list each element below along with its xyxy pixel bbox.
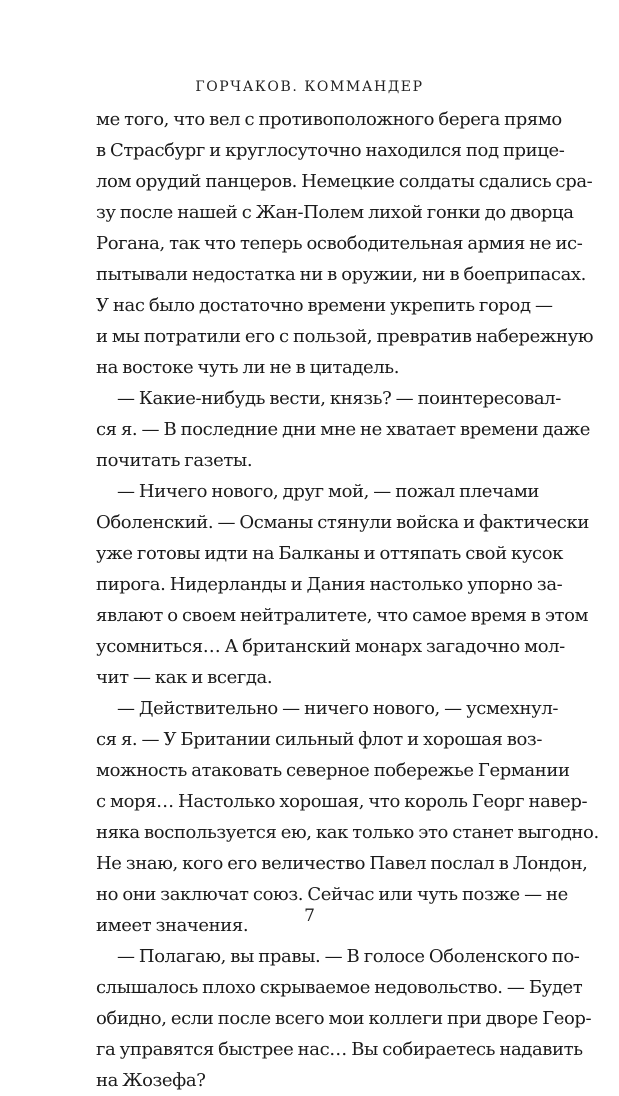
text-line: Оболенский. — Османы стянули войска и фактически xyxy=(96,512,589,533)
text-line: явлают о своем нейтралитете, что самое время в этом xyxy=(96,605,589,626)
text-line: почитать газеты. xyxy=(96,450,253,471)
paragraph-start-line: — Действительно — ничего нового, — усмехнул- xyxy=(117,698,559,719)
text-line: Не знаю, кого его величество Павел послал в Лондон, xyxy=(96,853,588,874)
text-line: с моря… Настолько хорошая, что король Георг навер- xyxy=(96,791,588,812)
text-line: на Жозефа? xyxy=(96,1070,206,1091)
text-line: имеет значения. xyxy=(96,915,249,936)
text-line: на востоке чуть ли не в цитадель. xyxy=(96,357,400,378)
text-line: У нас было достаточно времени укрепить город — xyxy=(96,295,553,316)
text-line: га управятся быстрее нас… Вы собираетесь надавить xyxy=(96,1039,583,1060)
text-line: можность атаковать северное побережье Германии xyxy=(96,760,570,781)
text-line: усомниться… А британский монарх загадочно мол- xyxy=(96,636,565,657)
body-text xyxy=(96,104,599,1096)
text-line: ся я. — В последние дни мне не хватает времени даже xyxy=(96,419,590,440)
running-header: ГОРЧАКОВ. КОММАНДЕР xyxy=(195,79,424,95)
paragraph-start-line: — Полагаю, вы правы. — В голосе Оболенского по- xyxy=(117,946,580,967)
text-line: и мы потратили его с пользой, превратив набережную xyxy=(96,326,594,347)
text-line: ся я. — У Британии сильный флот и хорошая воз- xyxy=(96,729,543,750)
text-line: но они заключат союз. Сейчас или чуть позже — не xyxy=(96,884,568,905)
text-line: в Страсбург и круглосуточно находился под прице- xyxy=(96,140,565,161)
text-line: пирога. Нидерланды и Дания настолько упорно за- xyxy=(96,574,563,595)
text-line: зу после нашей с Жан-Полем лихой гонки до дворца xyxy=(96,202,574,223)
text-line: чит — как и всегда. xyxy=(96,667,273,688)
text-line: слышалось плохо скрываемое недовольство. — Будет xyxy=(96,977,583,998)
text-line: няка воспользуется ею, как только это станет выгодно. xyxy=(96,822,599,843)
text-line: обидно, если после всего мои коллеги при дворе Геор- xyxy=(96,1008,592,1029)
page-number: 7 xyxy=(304,906,315,926)
text-line: Рогана, так что теперь освободительная армия не ис- xyxy=(96,233,583,254)
paragraph-start-line: — Какие-нибудь вести, князь? — поинтересовал- xyxy=(117,388,561,409)
text-line: лом орудий панцеров. Немецкие солдаты сдались сра- xyxy=(96,171,593,192)
text-line: уже готовы идти на Балканы и оттяпать свой кусок xyxy=(96,543,564,564)
text-line: ме того, что вел с противоположного берега прямо xyxy=(96,109,562,130)
paragraph-start-line: — Ничего нового, друг мой, — пожал плечами xyxy=(117,481,540,502)
text-line: пытывали недостатка ни в оружии, ни в боеприпасах. xyxy=(96,264,586,285)
